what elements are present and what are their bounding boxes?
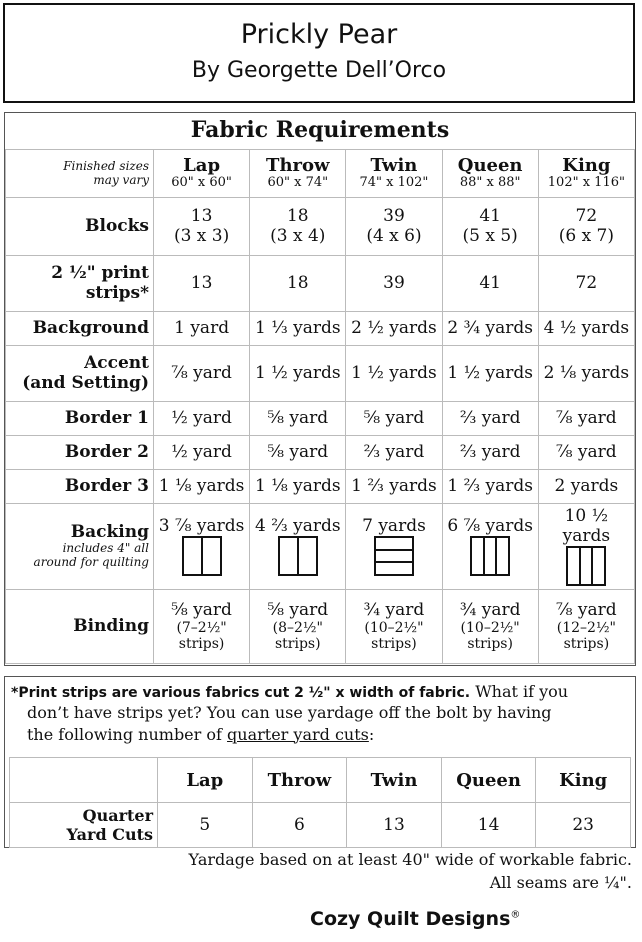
size-dims: 74" x 102" (359, 175, 429, 191)
block-count: 39 (383, 205, 405, 226)
two-vertical-panels-icon (278, 536, 318, 576)
backing-cell (442, 504, 538, 590)
accent-label (6, 346, 154, 402)
size-name: Throw (266, 154, 330, 176)
backing-value: 10 ½ yards (562, 505, 611, 546)
quarter-yard-header-row (10, 758, 631, 803)
strips-label-line-1: 2 ½" print (51, 262, 149, 283)
border3-value: 1 ⅔ yards (442, 470, 538, 504)
background-value: 4 ½ yards (538, 312, 634, 346)
binding-strips: (12–2½" (556, 620, 616, 637)
size-cell (250, 150, 346, 198)
block-grid: (5 x 5) (462, 225, 518, 246)
border1-row (6, 402, 635, 436)
border2-label: Border 2 (6, 436, 154, 470)
yardage-footnote: Yardage based on at least 40" wide of workable fabric. (188, 850, 632, 869)
note-rest-1: What if you (475, 682, 569, 701)
qt-size: Lap (158, 758, 253, 803)
backing-cell (154, 504, 250, 590)
blocks-cell (154, 198, 250, 256)
quarter-yard-corner (10, 758, 158, 803)
qt-size: King (536, 758, 631, 803)
quarter-yard-label (10, 803, 158, 848)
backing-row (6, 504, 635, 590)
title-box (3, 3, 635, 103)
background-value: 2 ¾ yards (442, 312, 538, 346)
accent-value: 2 ⅛ yards (538, 346, 634, 402)
qt-value: 23 (536, 803, 631, 848)
qt-value: 14 (441, 803, 536, 848)
strips-value: 18 (250, 256, 346, 312)
border1-value: ½ yard (154, 402, 250, 436)
seams-footnote: All seams are ¼". (489, 873, 632, 892)
binding-strips: (10–2½" (364, 620, 424, 637)
size-dims: 88" x 88" (459, 175, 521, 191)
backing-value: 6 ⅞ yards (447, 515, 533, 536)
size-name: Lap (183, 154, 221, 176)
backing-cell (250, 504, 346, 590)
qt-size: Throw (252, 758, 347, 803)
qt-value: 5 (158, 803, 253, 848)
three-horizontal-panels-icon (374, 536, 414, 576)
backing-note-line-2: around for quilting (33, 555, 149, 570)
backing-value: 3 ⅞ yards (158, 515, 245, 536)
border3-row (6, 470, 635, 504)
background-row (6, 312, 635, 346)
strips-label (6, 256, 154, 312)
background-value: 2 ½ yards (346, 312, 442, 346)
accent-value: 1 ½ yards (442, 346, 538, 402)
binding-cell (346, 590, 442, 664)
border2-value: ⅞ yard (538, 436, 634, 470)
binding-amount: ⅝ yard (171, 599, 232, 620)
border3-value: 2 yards (538, 470, 634, 504)
three-vertical-panels-icon (470, 536, 510, 576)
qt-size: Queen (441, 758, 536, 803)
backing-cell (538, 504, 634, 590)
size-name: Twin (370, 154, 418, 176)
note-text (5, 677, 635, 745)
fabric-requirements-section (4, 112, 636, 666)
blocks-cell (538, 198, 634, 256)
strips-value: 41 (442, 256, 538, 312)
blocks-cell (250, 198, 346, 256)
binding-amount: ⅝ yard (267, 599, 329, 620)
size-note-cell (6, 150, 154, 198)
block-count: 18 (286, 205, 309, 226)
size-cell (346, 150, 442, 198)
blocks-label: Blocks (6, 198, 154, 256)
border3-label: Border 3 (6, 470, 154, 504)
note-line-3-pre: the following number of (27, 724, 222, 744)
border3-value: 1 ⅛ yards (154, 470, 250, 504)
binding-strips-word: strips) (467, 636, 513, 653)
binding-strips-word: strips) (178, 636, 225, 653)
background-value: 1 ⅓ yards (250, 312, 346, 346)
block-grid: (3 x 3) (173, 225, 230, 246)
brand-logo (310, 908, 520, 930)
strips-value: 13 (154, 256, 250, 312)
strips-label-line-2: strips* (85, 282, 149, 303)
qt-label-line-2: Yard Cuts (66, 825, 153, 844)
strips-row (6, 256, 635, 312)
block-grid: (6 x 7) (558, 225, 615, 246)
size-note-line-2: may vary (93, 172, 149, 187)
quarter-yard-values-row (10, 803, 631, 848)
strips-value: 39 (346, 256, 442, 312)
three-vertical-panels-icon (566, 546, 606, 586)
binding-strips: (10–2½" (460, 620, 520, 637)
fabric-requirements-heading: Fabric Requirements (190, 117, 450, 143)
border2-value: ⅔ yard (346, 436, 442, 470)
qt-value: 6 (252, 803, 347, 848)
size-dims: 60" x 60" (171, 175, 232, 191)
quarter-yard-table (9, 757, 631, 848)
brand-name: Cozy Quilt Designs (310, 908, 511, 930)
binding-cell (442, 590, 538, 664)
binding-cell (154, 590, 250, 664)
block-count: 13 (190, 205, 213, 226)
border2-value: ⅔ yard (442, 436, 538, 470)
blocks-row (6, 198, 635, 256)
binding-cell (250, 590, 346, 664)
border1-value: ⅝ yard (250, 402, 346, 436)
two-vertical-panels-icon (182, 536, 222, 576)
note-bold: *Print strips are various fabrics cut 2 ½" x width of fabric. (11, 685, 471, 701)
sizes-row (6, 150, 635, 198)
border1-label: Border 1 (6, 402, 154, 436)
blocks-cell (442, 198, 538, 256)
registered-mark: ® (510, 909, 521, 921)
size-cell (442, 150, 538, 198)
accent-row (6, 346, 635, 402)
binding-cell (538, 590, 634, 664)
border2-value: ½ yard (154, 436, 250, 470)
binding-strips-word: strips) (563, 636, 610, 653)
note-line-3-post: : (368, 724, 375, 744)
note-line-2: don’t have strips yet? You can use yardage off the bolt by having (27, 703, 552, 723)
size-dims: 102" x 116" (547, 175, 625, 191)
quarter-yard-cuts-text: quarter yard cuts (227, 724, 369, 744)
border3-value: 1 ⅛ yards (250, 470, 346, 504)
binding-strips: (7–2½" (176, 620, 227, 637)
size-cell (154, 150, 250, 198)
border2-row (6, 436, 635, 470)
backing-note-line-1: includes 4" all (62, 541, 149, 556)
binding-amount: ¾ yard (459, 599, 521, 620)
qt-label-line-1: Quarter (82, 805, 153, 825)
accent-label-line-2: (and Setting) (22, 372, 149, 393)
size-note-line-1: Finished sizes (63, 158, 149, 173)
binding-label: Binding (6, 590, 154, 664)
backing-cell (346, 504, 442, 590)
accent-value: 1 ½ yards (346, 346, 442, 402)
binding-amount: ⅞ yard (556, 599, 617, 620)
size-name: Queen (457, 154, 523, 176)
binding-row (6, 590, 635, 664)
print-strips-note (4, 676, 636, 848)
border1-value: ⅞ yard (538, 402, 634, 436)
binding-strips-word: strips) (371, 636, 417, 653)
backing-value: 4 ⅔ yards (254, 515, 341, 536)
binding-strips-word: strips) (274, 636, 321, 653)
binding-strips: (8–2½" (272, 620, 323, 637)
size-dims: 60" x 74" (267, 175, 329, 191)
accent-value: 1 ½ yards (250, 346, 346, 402)
border1-value: ⅔ yard (442, 402, 538, 436)
backing-value: 7 yards (362, 515, 426, 536)
backing-label-cell (6, 504, 154, 590)
size-name: King (562, 154, 611, 176)
block-grid: (4 x 6) (366, 225, 422, 246)
binding-amount: ¾ yard (363, 599, 425, 620)
size-cell (538, 150, 634, 198)
designer-credit: By Georgette Dell’Orco (191, 58, 447, 83)
strips-value: 72 (538, 256, 634, 312)
accent-label-line-1: Accent (84, 352, 149, 373)
block-count: 41 (479, 205, 501, 226)
qt-size: Twin (347, 758, 442, 803)
qt-value: 13 (347, 803, 442, 848)
border1-value: ⅝ yard (346, 402, 442, 436)
accent-value: ⅞ yard (154, 346, 250, 402)
block-grid: (3 x 4) (270, 225, 326, 246)
border2-value: ⅝ yard (250, 436, 346, 470)
block-count: 72 (575, 205, 598, 226)
pattern-title: Prickly Pear (240, 19, 398, 50)
background-value: 1 yard (154, 312, 250, 346)
fabric-requirements-table (5, 149, 635, 664)
blocks-cell (346, 198, 442, 256)
backing-label: Backing (70, 521, 149, 542)
border3-value: 1 ⅔ yards (346, 470, 442, 504)
background-label: Background (6, 312, 154, 346)
